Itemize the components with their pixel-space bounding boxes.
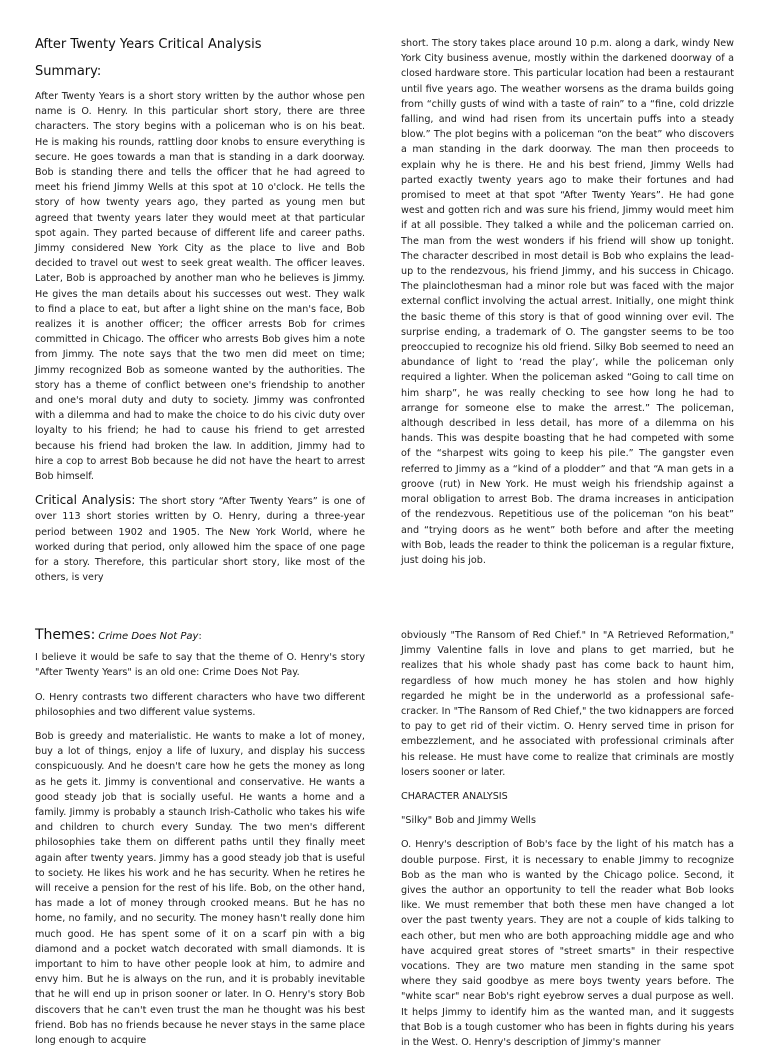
character-analysis-heading: CHARACTER ANALYSIS [401, 791, 508, 803]
themes-heading: Themes: [35, 627, 96, 643]
themes-paragraph-2: O. Henry contrasts two different characters who have two different philosophies and two different value systems. [35, 691, 365, 718]
character-analysis-paragraph: O. Henry's description of Bob's face by the light of his match has a double purpose. First, it is necessary to enable Jimmy to recognize Bob as the man who is wanted by the Chicago police. Second, it gives the author an opportunity to tell the reader what Bob looks like. We must remember that both these men have changed a lot over the past twenty years. They are not a couple of kids talking to each other, but men who are both approaching middle age and who have acquired great stores of "street smarts" in their respective vocations. They are two mature men standing in the same spot where they said goodbye as mere boys twenty years before. The "white scar" near Bob's right eyebrow serves a dual purpose as well. It helps Jimmy to identify him as the wanted man, and it suggests that Bob is a tough customer who has been in fights during his years in the West. O. Henry's description of Jimmy's manner [401, 839, 734, 1049]
critical-analysis-text: The short story “After Twenty Years” is one of over 113 short stories written by O. Henry, during a three-year period between 1902 and 1905. The New York World, where he worked during that period, only allowed him the space of one page for a story. Therefore, this particular short story, like most of the others, is very [35, 496, 365, 584]
themes-subheading: Crime Does Not Pay [98, 631, 199, 642]
themes-paragraph-3: Bob is greedy and materialistic. He wants to make a lot of money, buy a lot of things, enjoy a life of luxury, and display his success conspicuously. And he doesn't care how he gets the money as long as he gets it. Jimmy is conventional and conservative. He wants a good steady job that is socially useful. He wants a home and a family. Jimmy is probably a staunch Irish-Catholic who takes his wife and children to church every Sunday. The two men's different philosophies take them on different paths until they finally meet again after twenty years. Jimmy has a good steady job that is useful to society. He likes his work and he has security. When he retires he will receive a pension for the rest of his life. Bob, on the other hand, has made a lot of money through crooked means. But he has no home, no family, and no security. The money hasn't really done him much good. He has spent some of it on a scarf pin with a big diamond and a pocket watch decorated with small diamonds. It is important to him to have other people look at him, to admire and envy him. But he is always on the run, and it is probably inevitable that he will end up in prison sooner or later. In O. Henry's story Bob discovers that he can't even trust the man he thought was his best friend. Bob has no friends because he never stays in the same place long enough to acquire [35, 731, 365, 1047]
analysis-continued-paragraph: short. The story takes place around 10 p.m. along a dark, windy New York City business avenue, mostly within the darkened doorway of a closed hardware store. This particular location had been a restaurant until five years ago. The weather worsens as the drama builds going from “chilly gusts of wind with a taste of rain” to a “fine, cold drizzle falling, and wind had risen from its uncertain puffs into a steady blow.” The plot begins with a policeman “on the beat” who discovers a man standing in the dark doorway. The man then proceeds to explain why he is there. He and his best friend, Jimmy Wells had parted exactly twenty years ago to make their fortunes and had promised to meet at that spot “After Twenty Years”. He had gone west and gotten rich and was sure his friend, Jimmy would meet him if at all possible. They talked a while and the policeman carried on. The man from the west wonders if his friend will show up tonight. The character described in most detail is Bob who explains the lead-up to the rendezvous, his friend Jimmy, and his success in Chicago. The plainclothesman had a minor role but was faced with the major external conflict involving the actual arrest. Initially, one might think the basic theme of this story is that of good winning over evil. The surprise ending, a trademark of O. The gangster seems to be too preoccupied to recognize his old friend. Silky Bob seemed to need an abundance of light to ‘read the play’, while the policeman only required a lighter. When the policeman asked “Going to call time on him sharp”, he was really checking to see how long he had to arrange for someone else to make the arrest.” The policeman, although described in less detail, has more of a dilemma on his hands. This was despite boasting that he had competed with some of the “sharpest wits going to keep his pile.” The gangster even referred to Jimmy as a “kind of a plodder” and that “A man gets in a groove (rut) in New York. He must weigh his friendship against a moral obligation to arrest Bob. The drama increases in anticipation of the rendezvous. Repetitious use of the policeman “on his beat” and “trying doors as he went” both before and after the meeting with Bob, leads the reader to think the policeman is a regular fixture, just doing his job. [401, 38, 734, 566]
summary-paragraph: After Twenty Years is a short story written by the author whose pen name is O. Henry. In this particular short story, there are three characters. The story begins with a policeman who is on his beat. He is making his rounds, rattling door knobs to ensure everything is secure. He goes towards a man that is standing in a dark doorway. Bob is standing there and tells the officer that he had agreed to meet his friend Jimmy Wells at this spot at 10 o'clock. He tells the story of how twenty years ago, they parted as young men but agreed that twenty years later they would meet at that particular spot again. They parted because of different life and career paths. Jimmy considered New York City as the place to live and Bob decided to travel out west to seek great wealth. The officer leaves. Later, Bob is approached by another man who he believes is Jimmy. He gives the man details about his successes out west. They walk to find a place to eat, but after a light shine on the man's face, Bob realizes it is another officer; the officer arrests Bob for crimes committed in Chicago. The officer who arrests Bob gives him a note from Jimmy. The note says that the two men did meet on time; Jimmy recognized Bob as someone wanted by the authorities. The story has a theme of conflict between one's friendship to another and one's moral duty and duty to society. Jimmy was confronted with a dilemma and had to make the choice to do his civic duty over loyalty to his friend; he had to cause his friend to get arrested because his friend had broken the law. In addition, Jimmy had to hire a cop to arrest Bob because he did not have the heart to arrest Bob himself. [35, 91, 365, 483]
critical-analysis-paragraph [35, 493, 365, 585]
character-analysis-subheading: "Silky" Bob and Jimmy Wells [401, 815, 536, 827]
themes-colon: : [198, 631, 202, 642]
summary-heading: Summary: [35, 64, 102, 79]
document-title: After Twenty Years Critical Analysis [35, 37, 262, 52]
critical-analysis-heading: Critical Analysis: [35, 493, 136, 508]
themes-paragraph-4: obviously "The Ransom of Red Chief." In "A Retrieved Reformation," Jimmy Valentine falls in love and plans to get married, but he realizes that his whole shady past has come back to haunt him, regardless of how much money he has stolen and how highly regarded he might be in the underworld as a professional safe-cracker. In "The Ransom of Red Chief," the two kidnappers are forced to pay to get rid of their victim. O. Henry served time in prison for embezzlement, and he associated with professional criminals after his release. He must have come to realize that criminals are mostly losers sooner or later. [401, 630, 734, 778]
page1-left-column [35, 36, 365, 584]
themes-paragraph-1: I believe it would be safe to say that the theme of O. Henry's story "After Twenty Years" is an old one: Crime Does Not Pay. [35, 652, 365, 679]
page1-right-column [401, 36, 734, 566]
page2-left-column [35, 627, 365, 1047]
themes-heading-line [35, 628, 365, 644]
page2-right-column [401, 628, 734, 1049]
